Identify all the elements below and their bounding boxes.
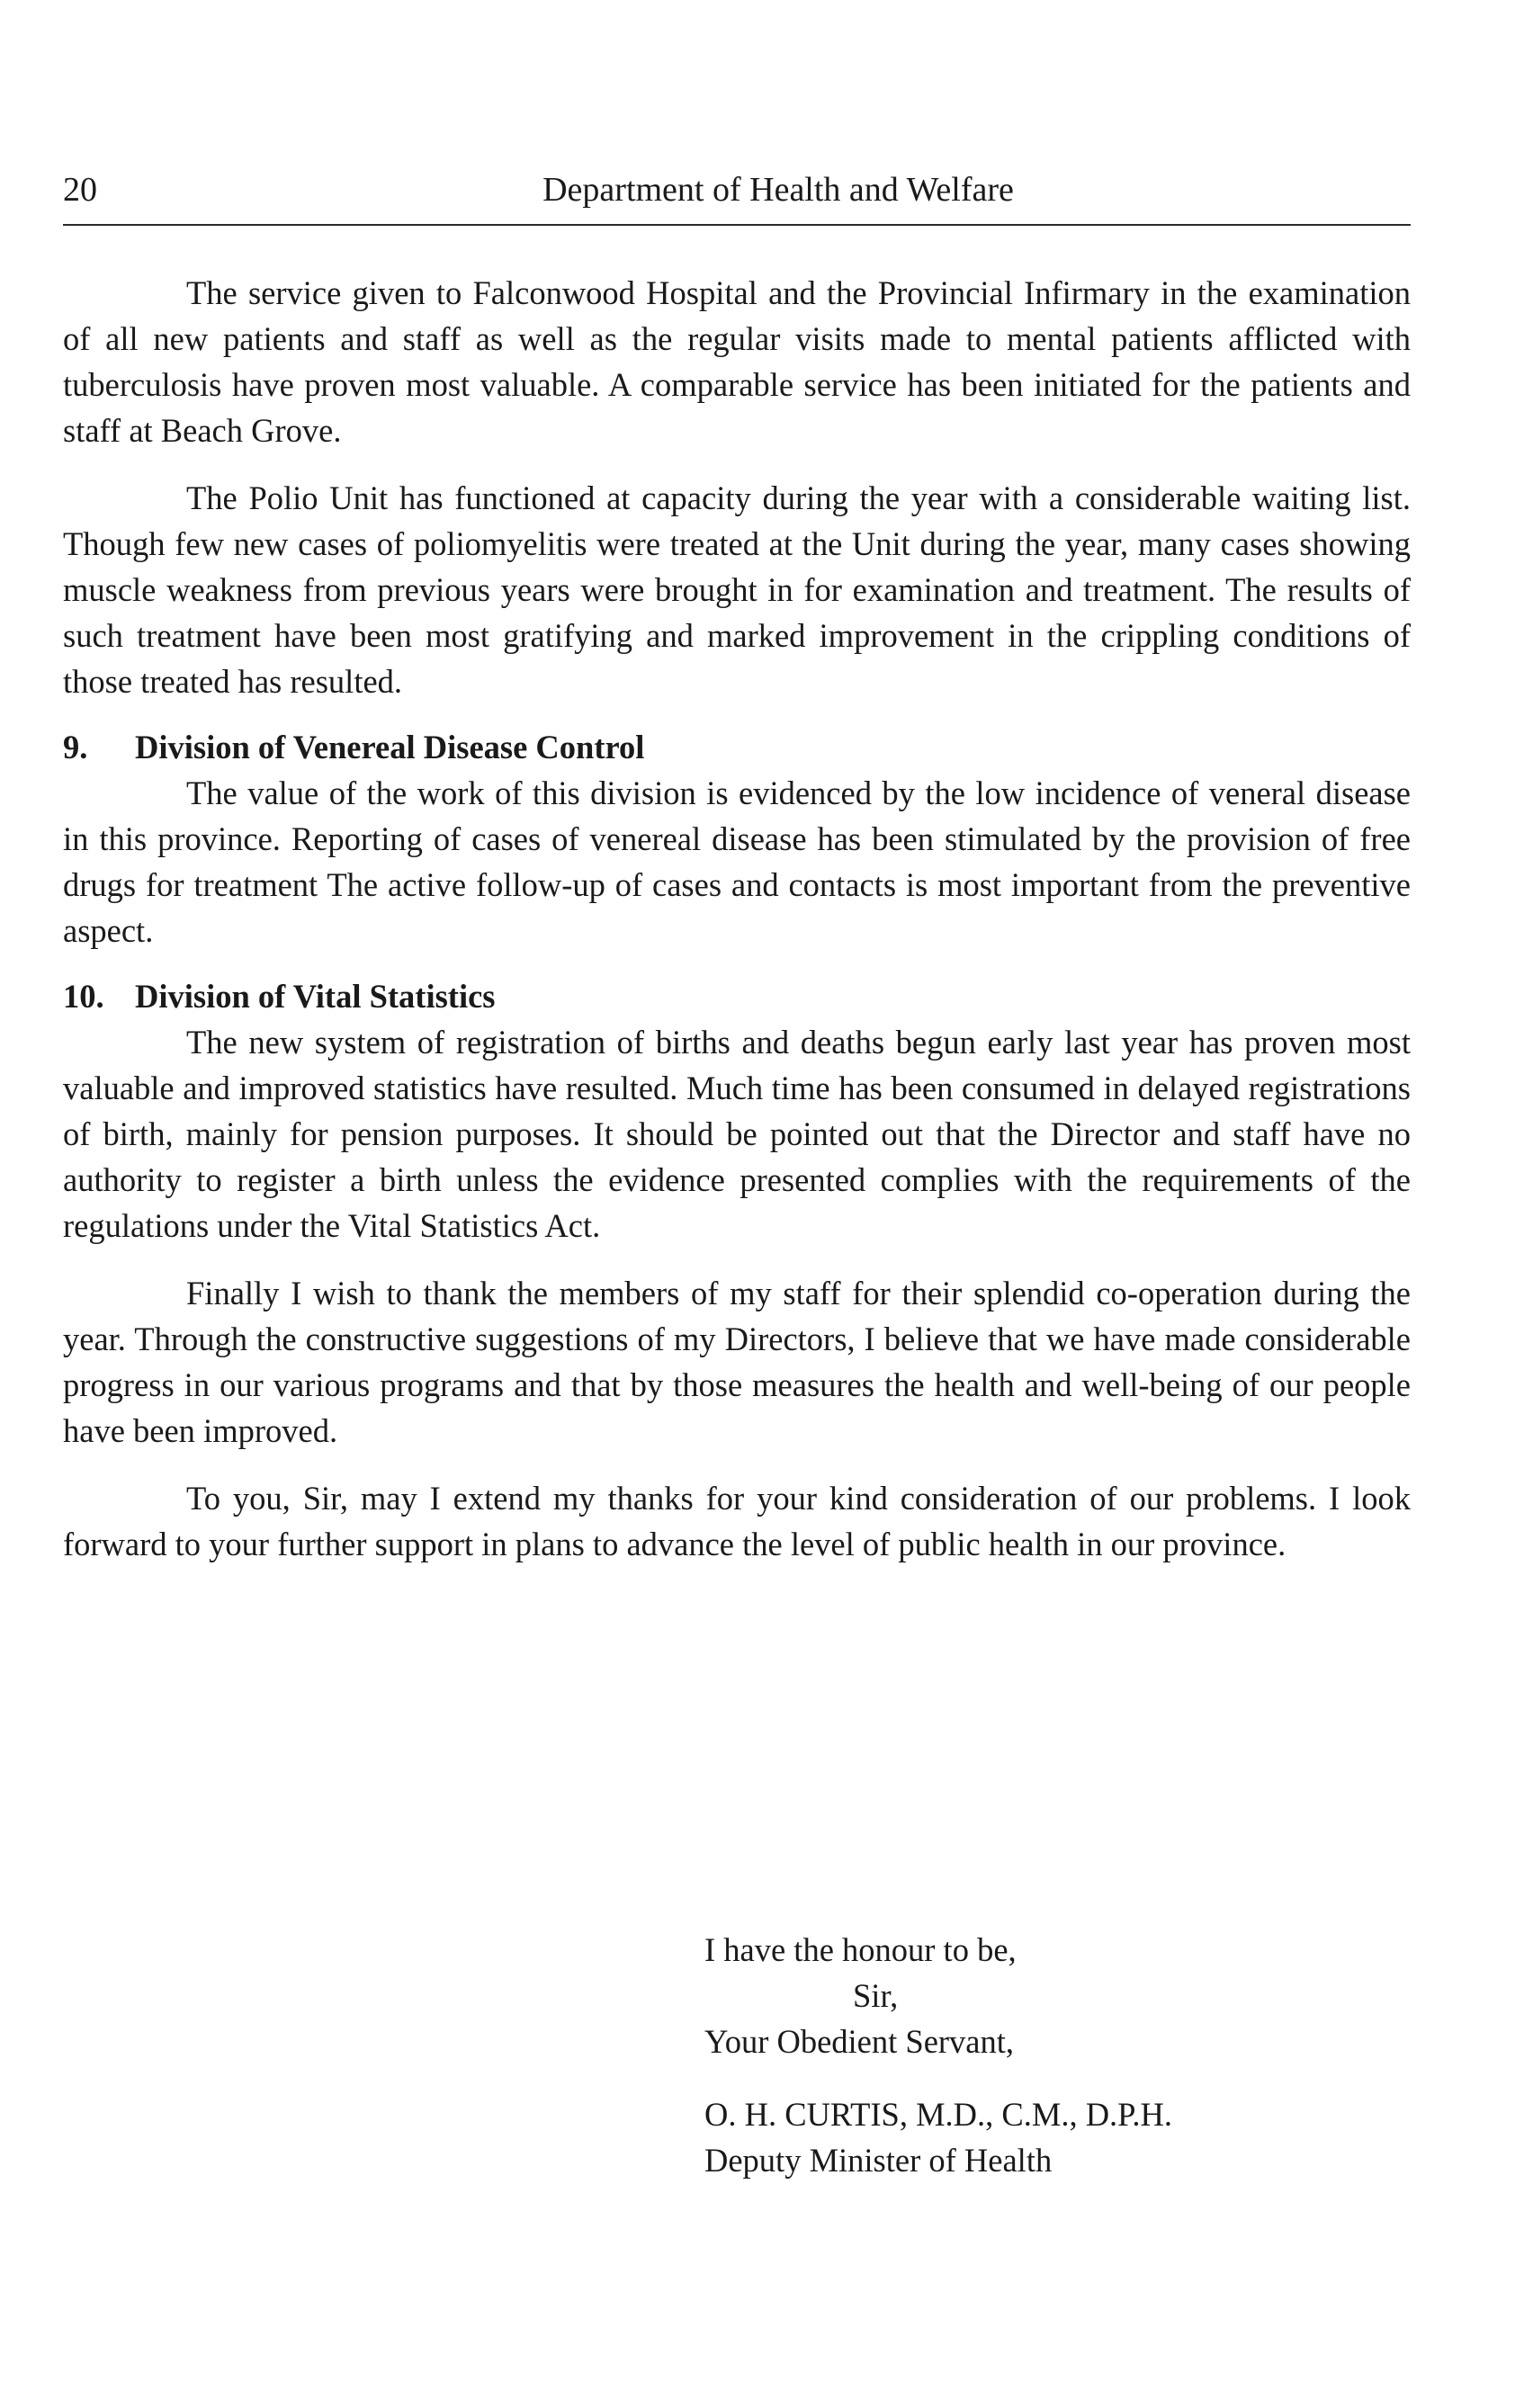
section-title: Division of Vital Statistics <box>135 978 496 1015</box>
closing-salutation: Sir, <box>853 1977 899 2014</box>
paragraph-thanks-staff: Finally I wish to thank the members of my staff for their splendid co-operation during the year. Through the constructive suggestions of my Directors, I believe that we have made considerable progress in our various programs and that by those measures the health and well-being of our people have been improved. <box>63 1275 1411 1449</box>
letter-closing <box>704 1927 1406 2183</box>
header-divider <box>63 224 1411 226</box>
paragraph-thanks-minister: To you, Sir, may I extend my thanks for your kind consideration of our problems. I look forward to your further support in plans to advance the level of public health in our province. <box>63 1480 1411 1562</box>
paragraph-vital-statistics: The new system of registration of births and deaths begun early last year has proven most valuable and improved statistics have resulted. Much time has been consumed in delayed registrations of birth, mainly for pension purposes. It should be pointed out that the Director and staff have no authority to register a birth unless the evidence presented complies with the requirements of the regulations under the Vital Statistics Act. <box>63 1024 1411 1244</box>
section-heading-vital-statistics <box>63 973 1411 1019</box>
signatory-name: O. H. CURTIS, M.D., C.M., D.P.H. <box>704 2096 1173 2133</box>
section-number: 9. <box>63 729 88 765</box>
signatory-position: Deputy Minister of Health <box>704 2142 1053 2179</box>
section-title: Division of Venereal Disease Control <box>135 729 645 765</box>
paragraph-falconwood-service: The service given to Falconwood Hospital and the Provincial Infirmary in the examination of all new patients and staff as well as the regular visits made to mental patients afflicted with tuberculosis have proven most valuable. A comparable service has been initiated for the patients and staff at Beach Grove. <box>63 274 1411 449</box>
paragraph-venereal-disease: The value of the work of this division is evidenced by the low incidence of veneral disease in this province. Reporting of cases of venereal disease has been stimulated by the provision of free drugs for treatment The active follow-up of cases and contacts is most important from the preventive aspect. <box>63 774 1411 949</box>
page-number: 20 <box>63 171 97 209</box>
paragraph-polio-unit: The Polio Unit has functioned at capacity during the year with a considerable waiting list. Though few new cases of poliomyelitis were treated at the Unit during the year, many cases showing muscle weakness from previous years were brought in for examination and treatment. The results of such treatment have been most gratifying and marked improvement in the crippling conditions of those treated has resulted. <box>63 479 1411 700</box>
section-heading-venereal-disease <box>63 724 1411 770</box>
page-header <box>63 167 1412 212</box>
body-text <box>63 270 1411 1567</box>
section-number: 10. <box>63 978 104 1015</box>
running-title: Department of Health and Welfare <box>542 171 1014 209</box>
closing-line: Your Obedient Servant, <box>704 2023 1015 2060</box>
closing-line: I have the honour to be, <box>704 1931 1017 1968</box>
